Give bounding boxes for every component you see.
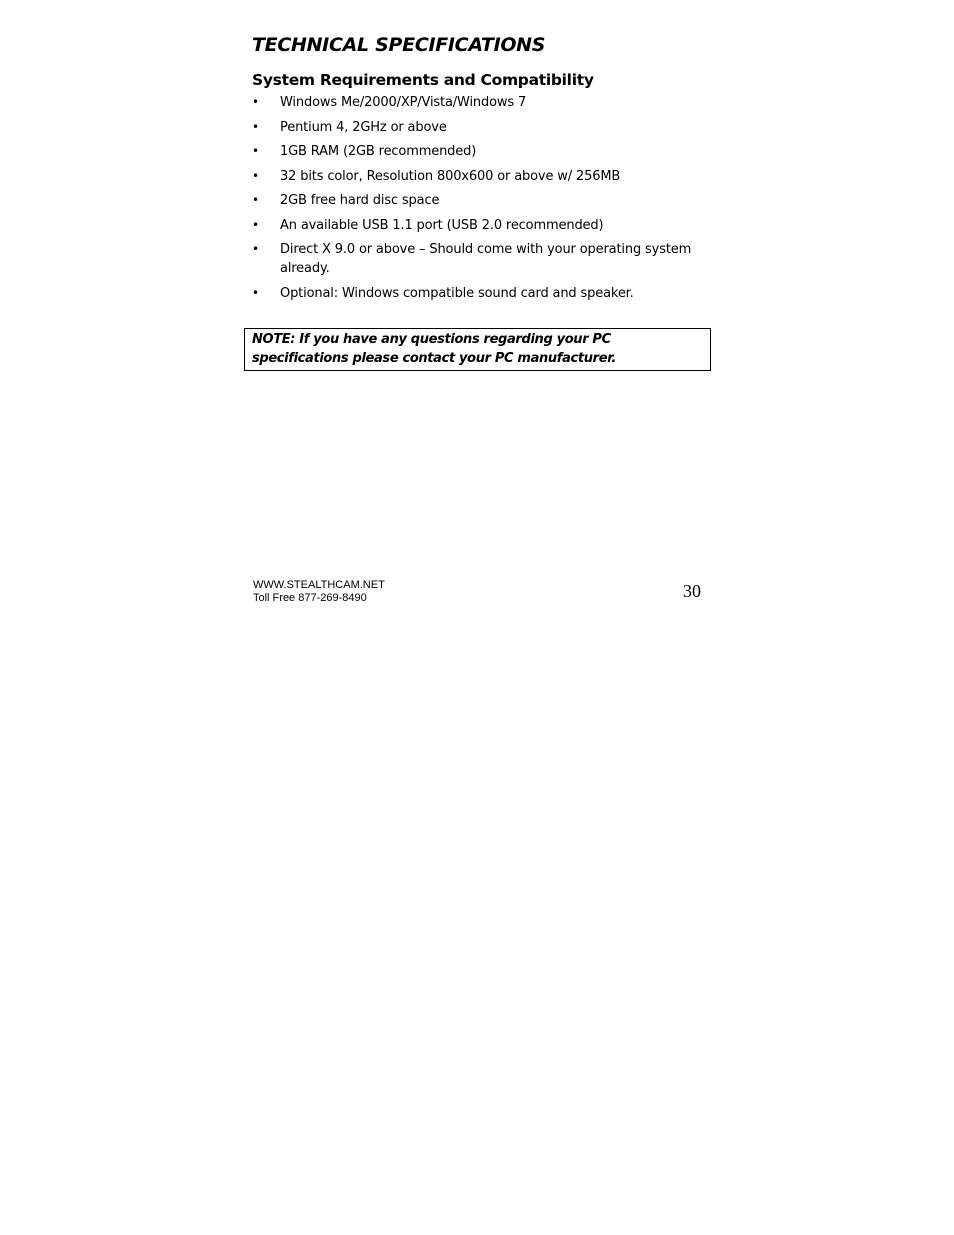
bullet-icon: • <box>252 285 259 300</box>
list-item <box>252 191 712 210</box>
list-item <box>252 118 712 137</box>
bullet-icon: • <box>252 217 259 232</box>
requirement-text: 1GB RAM (2GB recommended) <box>280 144 477 159</box>
footer-website: WWW.STEALTHCAM.NET <box>253 579 385 591</box>
list-item <box>252 93 712 112</box>
bullet-icon: • <box>252 95 259 109</box>
footer-phone: Toll Free 877-269-8490 <box>253 592 367 604</box>
list-item <box>252 284 712 303</box>
list-item <box>252 216 712 235</box>
section-title: System Requirements and Compatibility <box>252 71 594 89</box>
list-item <box>252 167 712 186</box>
requirement-text: An available USB 1.1 port (USB 2.0 recommended) <box>280 217 604 233</box>
bullet-icon: • <box>252 119 259 134</box>
list-item <box>252 142 712 161</box>
requirement-text: Direct X 9.0 or above – Should come with your operating system already. <box>280 242 692 276</box>
requirement-text: 32 bits color, Resolution 800x600 or above w/ 256MB <box>280 168 621 184</box>
bullet-icon: • <box>252 168 259 183</box>
requirement-text: Pentium 4, 2GHz or above <box>280 119 447 135</box>
bullet-icon: • <box>252 242 259 256</box>
requirement-text: Windows Me/2000/XP/Vista/Windows 7 <box>280 95 527 110</box>
requirement-text: 2GB free hard disc space <box>280 193 440 208</box>
list-item <box>252 240 712 278</box>
note-box <box>244 328 711 371</box>
bullet-icon: • <box>252 193 259 207</box>
requirement-text: Optional: Windows compatible sound card and speaker. <box>280 285 634 301</box>
bullet-icon: • <box>252 144 259 158</box>
requirements-list <box>252 93 712 308</box>
page-number: 30 <box>683 581 701 601</box>
page-title: TECHNICAL SPECIFICATIONS <box>252 34 546 56</box>
note-text: NOTE: If you have any questions regarding your PC specifications please contact your PC manufacturer. <box>252 332 616 366</box>
